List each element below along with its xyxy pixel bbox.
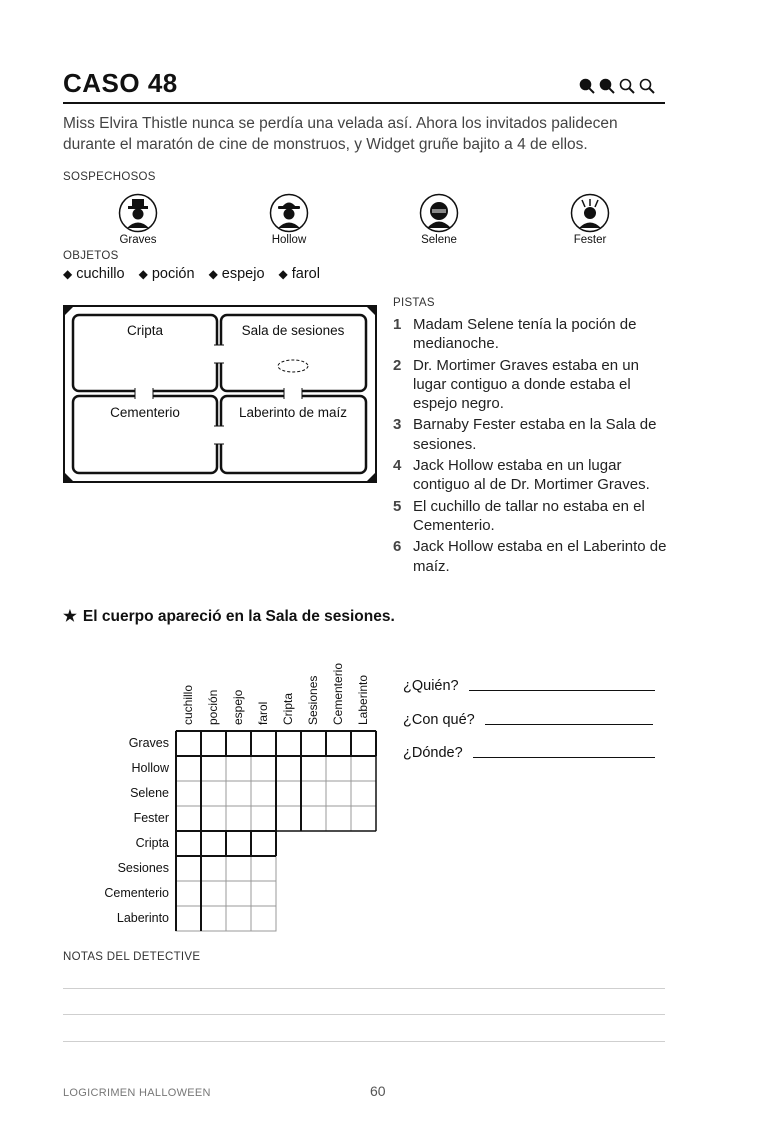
magnifier-icon [599,78,615,94]
grid-cell[interactable] [351,756,376,781]
grid-cell[interactable] [351,781,376,806]
grid-cell[interactable] [326,806,351,831]
grid-column-label: poción [206,689,220,725]
answer-who-field[interactable] [469,690,655,691]
diamond-icon: ◆ [208,267,218,281]
grid-cell[interactable] [201,806,226,831]
room-label: Cripta [126,323,164,338]
suspect-name: Fester [573,234,607,246]
suspect-name: Graves [119,234,157,246]
object-item: ◆ farol [278,266,320,282]
grid-cell[interactable] [276,731,301,756]
grid-cell[interactable] [201,881,226,906]
grid-cell[interactable] [251,756,276,781]
page-number: 60 [370,1083,386,1099]
grid-cell[interactable] [326,731,351,756]
grid-cell[interactable] [276,756,301,781]
grid-cell[interactable] [201,856,226,881]
grid-column-label: cuchillo [181,684,195,725]
grid-cell[interactable] [226,756,251,781]
objects-label: OBJETOS [63,250,119,262]
grid-row-label: Cripta [135,836,169,850]
grid-column-label: Laberinto [356,674,370,725]
answer-with-what-field[interactable] [485,724,653,725]
grid-cell[interactable] [176,831,201,856]
grid-cell[interactable] [201,781,226,806]
suspects-label: SOSPECHOSOS [63,171,156,183]
magnifier-icon [619,78,635,94]
grid-column-label: Sesiones [306,675,320,725]
hat-figure-icon [269,193,309,233]
grid-cell[interactable] [226,781,251,806]
grid-cell[interactable] [201,731,226,756]
difficulty-rating [579,78,655,94]
answer-with-what: ¿Con qué? [403,712,653,728]
grid-cell[interactable] [226,856,251,881]
grid-cell[interactable] [201,831,226,856]
clue-item: 5 El cuchillo de tallar no estaba en el Cementerio. [393,497,645,534]
suspect-name: Selene [421,234,457,246]
top-hat-figure-icon [118,193,158,233]
grid-cell[interactable] [176,806,201,831]
clue-item: 2 Dr. Mortimer Graves estaba en un lugar contiguo a donde estaba el espejo negro. [393,356,639,413]
grid-column-label: farol [256,701,270,725]
clue-item: 1 Madam Selene tenía la poción de medianoche. [393,316,637,353]
antenna-figure-icon [570,193,610,233]
grid-cell[interactable] [251,731,276,756]
grid-cell[interactable] [326,781,351,806]
object-item: ◆ cuchillo [63,266,125,282]
grid-cell[interactable] [276,806,301,831]
answer-where: ¿Dónde? [403,745,655,761]
grid-row-label: Fester [133,811,169,825]
grid-row-label: Selene [130,786,169,800]
suspect-graves [98,193,178,246]
notes-label: NOTAS DEL DETECTIVE [63,951,201,963]
note-line[interactable] [63,1014,665,1015]
clues-list [393,315,673,578]
grid-cell[interactable] [226,806,251,831]
clues-label: PISTAS [393,297,435,309]
grid-column-label: Cripta [281,692,295,725]
grid-cell[interactable] [351,731,376,756]
grid-cell[interactable] [226,881,251,906]
floor-map [63,305,377,483]
grid-cell[interactable] [226,906,251,931]
magnifier-icon [579,78,595,94]
grid-cell[interactable] [176,781,201,806]
room-label: Cementerio [110,405,180,420]
magnifier-icon [639,78,655,94]
objects-list [63,266,320,282]
answer-who: ¿Quién? [403,678,655,694]
grid-cell[interactable] [251,856,276,881]
grid-cell[interactable] [251,831,276,856]
grid-cell[interactable] [251,906,276,931]
suspect-hollow [249,193,329,246]
grid-cell[interactable] [251,781,276,806]
suspect-name: Hollow [271,234,307,246]
note-line[interactable] [63,988,665,989]
grid-row-label: Graves [128,736,169,750]
grid-cell[interactable] [301,781,326,806]
book-title: LOGICRIMEN HALLOWEEN [63,1087,211,1099]
case-intro: Miss Elvira Thistle nunca se perdía una velada así. Ahora los invitados palidecen durante el maratón de cine de monstruos, y Widget gruñe bajito a 4 de ellos. [63,115,618,153]
grid-cell[interactable] [301,756,326,781]
diamond-icon: ◆ [278,267,288,281]
room-label: Sala de sesiones [241,323,345,338]
object-item: ◆ espejo [208,266,265,282]
grid-cell[interactable] [176,906,201,931]
grid-cell[interactable] [301,731,326,756]
grid-cell[interactable] [301,806,326,831]
diamond-icon: ◆ [138,267,148,281]
grid-cell[interactable] [176,856,201,881]
clue-item: 3 Barnaby Fester estaba en la Sala de sesiones. [393,416,657,453]
grid-column-label: espejo [231,689,245,725]
body-found-statement: ★ El cuerpo apareció en la Sala de sesiones. [63,607,395,625]
grid-cell[interactable] [226,731,251,756]
grid-cell[interactable] [351,806,376,831]
answer-where-field[interactable] [473,757,655,758]
grid-column-label: Cementerio [331,662,345,725]
room-label: Laberinto de maíz [238,405,348,420]
grid-cell[interactable] [276,781,301,806]
diamond-icon: ◆ [63,267,73,281]
grid-row-label: Laberinto [116,911,169,925]
clue-item: 4 Jack Hollow estaba en un lugar contiguo al de Dr. Mortimer Graves. [393,457,650,494]
object-item: ◆ poción [138,266,195,282]
grid-cell[interactable] [326,756,351,781]
clue-item: 6 Jack Hollow estaba en el Laberinto de maíz. [393,538,667,575]
grid-row-label: Cementerio [104,886,169,900]
case-header [63,68,665,104]
grid-row-label: Sesiones [117,861,169,875]
suspect-fester [550,193,630,246]
grid-cell[interactable] [201,756,226,781]
grid-cell[interactable] [226,831,251,856]
star-icon: ★ [63,608,77,625]
grid-row-label: Hollow [131,761,169,775]
grid-cell[interactable] [251,881,276,906]
masked-figure-icon [419,193,459,233]
grid-cell[interactable] [251,806,276,831]
grid-cell[interactable] [176,731,201,756]
note-line[interactable] [63,1041,665,1042]
grid-cell[interactable] [176,756,201,781]
case-title: CASO 48 [63,68,178,98]
grid-cell[interactable] [201,906,226,931]
grid-cell[interactable] [176,881,201,906]
suspect-selene [399,193,479,246]
